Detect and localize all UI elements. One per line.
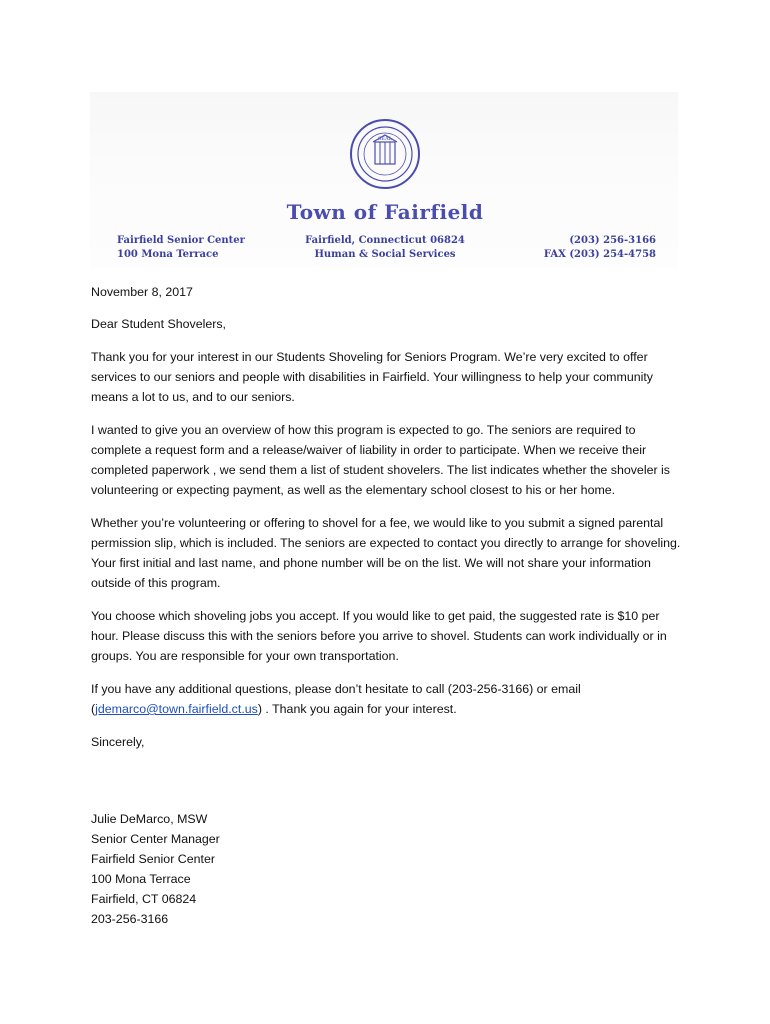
letterhead-right xyxy=(544,234,656,262)
letterhead-center-line1: Fairfield, Connecticut 06824 xyxy=(305,235,465,246)
letter-body xyxy=(91,282,681,929)
paragraph-3: Whether you’re volunteering or offering to shovel for a fee, we would like to you submit a signed parental permission slip, which is included. The seniors are expected to contact you directly to arrange for shoveling. Your first initial and last name, and phone number will be on the list. We will not share your information outside of this program. xyxy=(91,516,681,590)
letterhead-center-line2: Human & Social Services xyxy=(314,249,456,260)
town-seal-icon xyxy=(349,118,421,190)
salutation: Dear Student Shovelers, xyxy=(91,317,226,331)
letterhead-phone: (203) 256-3166 xyxy=(569,235,656,246)
signature-block xyxy=(91,809,681,929)
paragraph-1: Thank you for your interest in our Students Shoveling for Seniors Program. We’re very excited to offer services to our seniors and people with disabilities in Fairfield. Your willingness to help your community means a lot to us, and to our seniors. xyxy=(91,350,653,404)
signer-name: Julie DeMarco, MSW xyxy=(91,812,208,826)
seal-text: SEAL xyxy=(377,136,393,142)
signer-city: Fairfield, CT 06824 xyxy=(91,892,197,906)
closing: Sincerely, xyxy=(91,735,145,749)
letterhead-left-line2: 100 Mona Terrace xyxy=(117,249,219,260)
paragraph-5 xyxy=(91,679,681,719)
paragraph-5-closing-text: ) . Thank you again for your interest. xyxy=(257,702,457,716)
paragraph-2: I wanted to give you an overview of how this program is expected to go. The seniors are required to complete a request form and a release/waiver of liability in order to participate. When we receive their completed paperwork , we send them a list of student shovelers. The list indicates whether the shoveler is volunteering or expecting payment, as well as the elementary school closest to his or her home. xyxy=(91,423,670,497)
letterhead-fax: FAX (203) 254-4758 xyxy=(543,249,656,260)
signer-org: Fairfield Senior Center xyxy=(91,852,215,866)
paragraph-5-text: If you have any additional questions, please don’t hesitate to call (203-256-3166) or email ( xyxy=(91,682,581,716)
email-link[interactable]: jdemarco@town.fairfield.ct.us xyxy=(95,702,258,716)
paragraph-4: You choose which shoveling jobs you accept. If you would like to get paid, the suggested rate is $10 per hour. Please discuss this with the seniors before you arrive to shovel. Students can work individually or in groups. You are responsible for your own transportation. xyxy=(91,609,667,663)
signature-space xyxy=(91,765,681,809)
town-name: Town of Fairfield xyxy=(286,200,484,224)
letterhead-center xyxy=(300,234,470,262)
letterhead-left-line1: Fairfield Senior Center xyxy=(117,235,245,246)
letter-date: November 8, 2017 xyxy=(91,285,193,299)
letterhead-left xyxy=(117,234,245,262)
signer-street: 100 Mona Terrace xyxy=(91,872,191,886)
signer-phone: 203-256-3166 xyxy=(91,912,169,926)
signer-title: Senior Center Manager xyxy=(91,832,220,846)
